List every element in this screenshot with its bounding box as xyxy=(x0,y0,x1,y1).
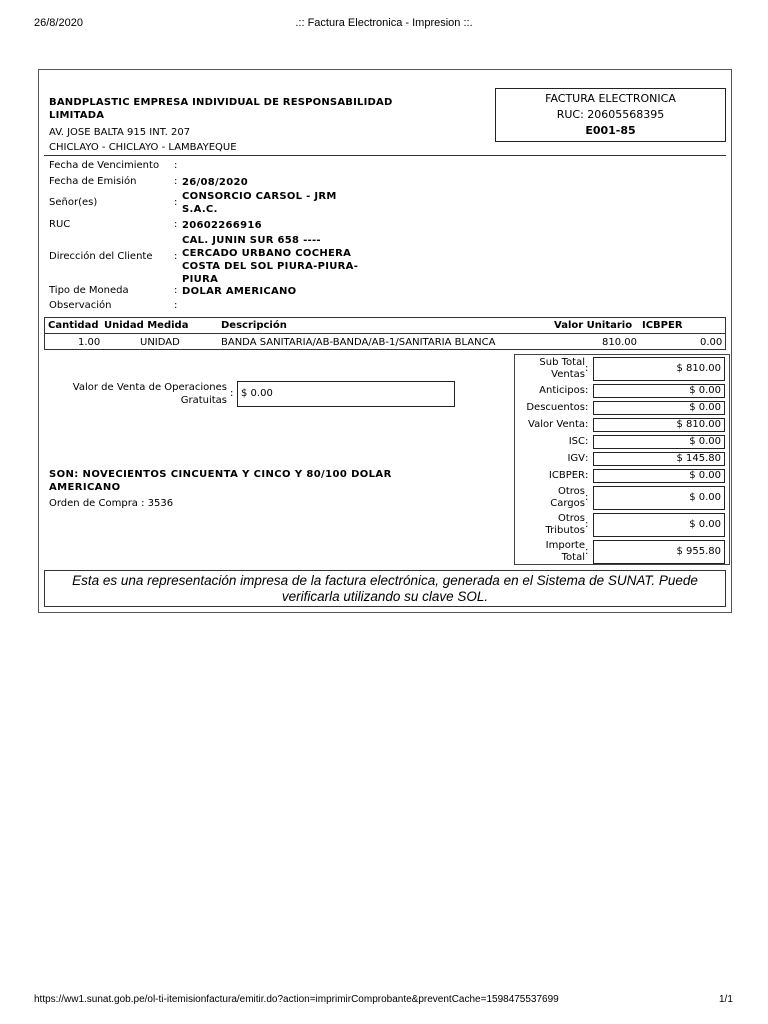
totals-colon: : xyxy=(585,419,589,430)
totals-colon: : xyxy=(585,385,589,396)
column-header-icbper: ICBPER xyxy=(642,320,683,331)
info-colon: : xyxy=(174,160,178,171)
sunat-legal-note: Esta es una representación impresa de la factura electrónica, generada en el Sistema de SUNAT. Puede verificarla utilizando su clave SOL. xyxy=(44,570,726,607)
info-label: Fecha de Vencimiento xyxy=(49,160,160,171)
totals-colon: : xyxy=(585,402,589,413)
totals-value: $ 0.00 xyxy=(593,486,725,510)
totals-row-advances xyxy=(514,384,730,398)
totals-colon: : xyxy=(585,519,589,530)
free-operations-label: Valor de Venta de Operaciones Gratuitas xyxy=(72,382,227,406)
info-value: CONSORCIO CARSOL - JRM S.A.C. xyxy=(182,191,337,215)
totals-value: $ 810.00 xyxy=(593,357,725,381)
info-value: DOLAR AMERICANO xyxy=(182,286,297,297)
document-id-box xyxy=(495,88,726,142)
totals-label: IGV xyxy=(567,453,585,464)
totals-row-igv xyxy=(514,452,730,466)
totals-value: $ 0.00 xyxy=(593,435,725,449)
print-date: 26/8/2020 xyxy=(34,17,83,29)
info-row-customer-address xyxy=(49,234,519,286)
totals-row-icbper xyxy=(514,469,730,483)
cell-unit-price: 810.00 xyxy=(602,337,637,348)
totals-label: Importe Total xyxy=(545,540,585,563)
totals-label: ICBPER xyxy=(548,470,585,481)
totals-colon: : xyxy=(585,546,589,557)
info-row-customer xyxy=(49,190,519,218)
info-label: Fecha de Emisión xyxy=(49,176,137,187)
header-divider xyxy=(44,155,726,156)
print-url: https://ww1.sunat.gob.pe/ol-ti-itemisionfactura/emitir.do?action=imprimirComprobante&preventCache=1598475537699 xyxy=(34,994,559,1005)
cell-unit: UNIDAD xyxy=(140,337,180,348)
cell-icbper: 0.00 xyxy=(700,337,723,348)
free-operations-value: $ 0.00 xyxy=(237,381,455,407)
totals-row-other-taxes xyxy=(514,513,730,537)
totals-value: $ 0.00 xyxy=(593,401,725,415)
info-colon: : xyxy=(174,219,178,230)
info-colon: : xyxy=(174,300,178,311)
totals-colon: : xyxy=(585,363,589,374)
info-label: RUC xyxy=(49,219,71,230)
issuer-ruc: RUC: 20605568395 xyxy=(556,108,665,121)
issuer-name: BANDPLASTIC EMPRESA INDIVIDUAL DE RESPONSABILIDAD LIMITADA xyxy=(49,97,393,121)
cell-description: BANDA SANITARIA/AB-BANDA/AB-1/SANITARIA BLANCA xyxy=(221,337,496,348)
info-colon: : xyxy=(174,285,178,296)
column-header-unit: Unidad Medida xyxy=(104,320,189,331)
issuer-address-line-1: AV. JOSE BALTA 915 INT. 207 xyxy=(49,127,191,138)
items-table xyxy=(44,317,726,350)
column-header-unit-price: Valor Unitario xyxy=(554,320,633,331)
column-header-description: Descripción xyxy=(221,320,287,331)
info-colon: : xyxy=(174,176,178,187)
totals-row-discounts xyxy=(514,401,730,415)
totals-value: $ 0.00 xyxy=(593,469,725,483)
info-value: 26/08/2020 xyxy=(182,177,248,188)
totals-label: Descuentos xyxy=(526,402,585,413)
info-label: Tipo de Moneda xyxy=(49,285,129,296)
totals-value: $ 810.00 xyxy=(593,418,725,432)
totals-label: ISC xyxy=(568,436,585,447)
issuer-address-line-2: CHICLAYO - CHICLAYO - LAMBAYEQUE xyxy=(49,142,237,153)
print-page-title: .:: Factura Electronica - Impresion ::. xyxy=(295,17,473,29)
info-value: CAL. JUNIN SUR 658 ---- CERCADO URBANO COCHERA COSTA DEL SOL PIURA-PIURA-PIURA xyxy=(182,235,359,285)
totals-value: $ 0.00 xyxy=(593,384,725,398)
totals-label: Sub Total Ventas xyxy=(539,357,585,380)
totals-row-subtotal xyxy=(514,357,730,381)
totals-value: $ 145.80 xyxy=(593,452,725,466)
info-value: 20602266916 xyxy=(182,220,262,231)
totals-row-sale-value xyxy=(514,418,730,432)
totals-label: Anticipos xyxy=(539,385,585,396)
info-label: Señor(es) xyxy=(49,197,98,208)
totals-value: $ 0.00 xyxy=(593,513,725,537)
totals-colon: : xyxy=(585,453,589,464)
cell-quantity: 1.00 xyxy=(78,337,101,348)
totals-label: Otros Tributos xyxy=(545,513,585,536)
totals-label: Valor Venta xyxy=(528,419,585,430)
document-number: E001-85 xyxy=(585,124,636,137)
totals-row-other-charges xyxy=(514,486,730,510)
totals-colon: : xyxy=(585,470,589,481)
totals-colon: : xyxy=(585,492,589,503)
document-type: FACTURA ELECTRONICA xyxy=(545,92,676,105)
print-page-number: 1/1 xyxy=(719,994,733,1005)
totals-value: $ 955.80 xyxy=(593,540,725,564)
info-label: Observación xyxy=(49,300,112,311)
free-operations-colon: : xyxy=(230,388,234,399)
info-label: Dirección del Cliente xyxy=(49,251,153,262)
totals-label: Otros Cargos xyxy=(550,486,585,509)
totals-row-isc xyxy=(514,435,730,449)
items-header-divider xyxy=(45,333,725,334)
purchase-order: Orden de Compra : 3536 xyxy=(49,498,174,509)
totals-colon: : xyxy=(585,436,589,447)
issuer-block xyxy=(49,96,429,155)
column-header-quantity: Cantidad xyxy=(48,320,99,331)
totals-row-grand-total xyxy=(514,540,730,564)
amount-in-words: SON: NOVECIENTOS CINCUENTA Y CINCO Y 80/100 DOLAR AMERICANO xyxy=(49,469,392,493)
info-colon: : xyxy=(174,251,178,262)
info-colon: : xyxy=(174,197,178,208)
